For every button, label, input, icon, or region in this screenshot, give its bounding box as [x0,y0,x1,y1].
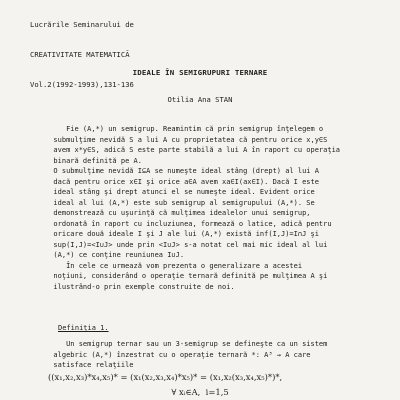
paper-author: Otilia Ana STAN [167,95,233,104]
definition-text [45,339,377,371]
formula-quantifier: ∀ xᵢ∈A, i=1,5 [171,387,229,397]
text-line: demonstrează cu uşurinţă că mulţimea idealelor unui semigrup, [45,209,311,217]
text-line: ilustrând-o prin exemple construite de noi. [45,282,235,291]
text-line: satisface relaţiile [45,361,134,369]
text-line: ideal al lui (A,*) este sub semigrup al semigrupului (A,*). Se [45,198,315,207]
journal-header [30,0,134,110]
journal-subtitle-line: CREATIVITATE MATEMATICĂ [30,50,130,59]
definition-heading: Definiţia 1. [58,324,109,332]
text-line: algebric (A,*) înzestrat cu o operaţie ternară *: A³ → A care [45,350,311,359]
text-line: noţiuni, considerând o operaţie ternară definită pe mulţimea A şi [45,272,328,280]
text-line: sup(I,J)=<I∪J> unde prin <I∪J> s-a notat cel mai mic ideal al lui [45,240,328,249]
associativity-formula: ((x₁,x₂,x₃)*x₄,x₅)* = (x₁(x₂,x₃,x₄)*x₅)* = (x₁,x₂(x₃,x₄,x₅)*)*, [48,372,283,382]
text-line: Fie (A,*) un semigrup. Reamintim că prin semigrup înţelegem o [45,125,324,133]
text-line: avem x*y∈S, adică S este parte stabilă a lui A în raport cu operaţia [45,146,341,154]
text-line: oricare două ideale I şi J ale lui (A,*) există inf(I,J)=I∩J şi [45,230,319,238]
text-line: submulţime nevidă S a lui A cu proprietatea că pentru orice x,y∈S [45,135,328,144]
text-line: O submulţime nevidă I⊆A se numeşte ideal stâng (drept) al lui A [45,167,319,175]
text-line: ideal stâng şi drept atunci el se numeşte ideal. Evident orice [45,188,315,196]
text-line: ordonată în raport cu incluziunea, formează o latice, adică pentru [45,219,332,228]
text-line: În cele ce urmează vom prezenta o generalizare a acestei [45,261,303,270]
text-line: (A,*) ce conţine reuniunea I∪J. [45,251,185,259]
journal-volume-line: Vol.2(1992-1993),131-136 [30,80,134,89]
paper-title: IDEALE ÎN SEMIGRUPURI TERNARE [132,68,268,77]
text-line: dacă pentru orice x∈I şi orice a∈A avem xa∈I(ax∈I). Dacă I este [45,177,319,186]
text-line: Un semigrup ternar sau un 3-semigrup se defineşte ca un sistem [45,340,328,348]
intro-text [45,124,377,292]
journal-name-line: Lucrările Seminarului de [30,20,134,29]
text-line: binară definită pe A. [45,156,142,165]
